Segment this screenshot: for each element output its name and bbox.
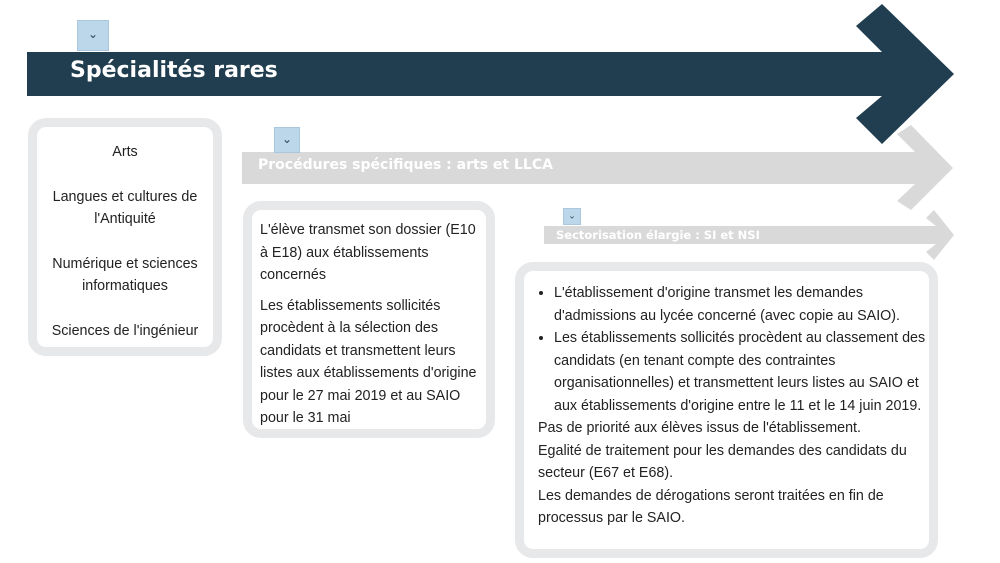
- note-paragraph: Les demandes de dérogations seront traitées en fin de processus par le SAIO.: [538, 487, 884, 526]
- specialite-item: Arts: [112, 144, 138, 160]
- specialites-box: [28, 118, 222, 356]
- header-toggle-tab[interactable]: [563, 208, 581, 225]
- note-paragraph: Pas de priorité aux élèves issus de l'établissement.: [538, 420, 861, 436]
- procedure-paragraph: Les établissements sollicités procèdent à la sélection des candidats et transmettent leurs listes aux établissements d'origine pour le 27 mai 2019 et au SAIO pour le 31 mai: [260, 297, 477, 426]
- chevron-down-icon: ⌄: [568, 210, 576, 221]
- header-toggle-tab[interactable]: [77, 20, 109, 51]
- si-nsi-box: [515, 262, 938, 558]
- specialite-item: Sciences de l'ingénieur: [51, 322, 199, 339]
- header-toggle-tab[interactable]: [274, 127, 300, 153]
- chevron-down-icon: ⌄: [281, 131, 293, 146]
- chevron-down-icon: ⌄: [87, 27, 99, 42]
- specialite-item: Numérique et sciences informatiques: [52, 255, 198, 294]
- specialite-item: Langues et cultures de l'Antiquité: [52, 188, 198, 227]
- note-paragraph: Egalité de traitement pour les demandes des candidats du secteur (E67 et E68).: [538, 442, 907, 481]
- list-item: • Les établissements sollicités procèdent au classement des candidats (en tenant compte des contraintes organisationnelles) et transmettent leurs listes au SAIO et aux établissements d'origine entre le 11 et le 14 juin 2019.: [554, 327, 927, 417]
- header-title: Sectorisation élargie : SI et NSI: [556, 228, 760, 242]
- procedure-paragraph: L'élève transmet son dossier (E10 à E18) aux établissements concernés: [260, 222, 476, 283]
- header-title: Spécialités rares: [70, 58, 278, 83]
- arts-llca-box: [243, 201, 495, 438]
- list-item: • L'établissement d'origine transmet les demandes d'admissions au lycée concerné (avec copie au SAIO).: [554, 282, 927, 327]
- header-title: Procédures spécifiques : arts et LLCA: [258, 157, 553, 173]
- procedure-list: [538, 282, 927, 417]
